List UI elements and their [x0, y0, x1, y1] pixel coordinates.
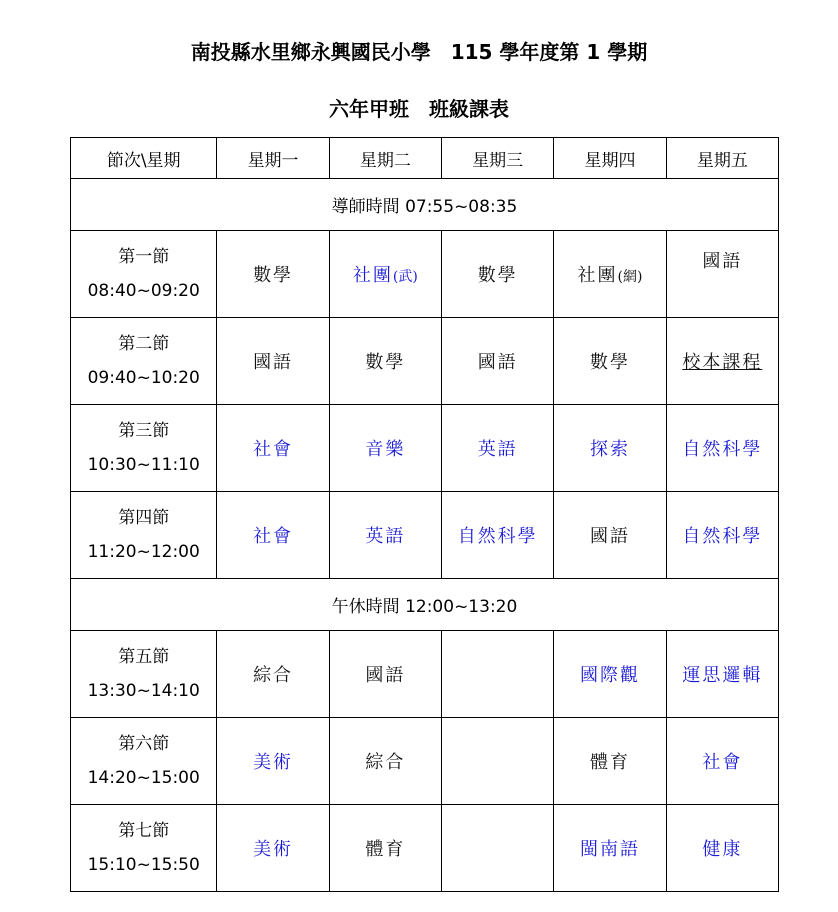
subject-name: 社會 [702, 752, 743, 773]
day-header: 星期一 [217, 138, 329, 179]
period-time: 08:40~09:20 [87, 281, 200, 301]
period-label-cell [71, 318, 217, 405]
subject-name: 自然科學 [682, 526, 763, 547]
subject-cell [666, 405, 778, 492]
subject-name: 數學 [253, 265, 294, 286]
subject-name: 美術 [253, 752, 294, 773]
subject-name: 體育 [590, 752, 630, 773]
period-time: 13:30~14:10 [87, 681, 200, 701]
day-header: 星期四 [554, 138, 666, 179]
subject-name: 社團 [577, 265, 618, 286]
timetable [70, 137, 779, 892]
period-time: 09:40~10:20 [87, 368, 200, 388]
subject-cell [217, 231, 329, 318]
period-name: 第五節 [118, 647, 170, 667]
subject-cell [666, 631, 778, 718]
subject-cell [217, 492, 329, 579]
period-label-cell [71, 631, 217, 718]
subject-suffix: (武) [392, 269, 418, 285]
subject-name: 社會 [253, 439, 294, 460]
subject-cell [442, 805, 554, 892]
homeroom-time: 導師時間 07:55~08:35 [71, 179, 779, 231]
subject-name: 校本課程 [682, 352, 763, 373]
subject-cell [554, 318, 666, 405]
subject-name: 國際觀 [580, 665, 640, 686]
day-header: 星期三 [442, 138, 554, 179]
subject-name: 自然科學 [457, 526, 538, 547]
period-time: 10:30~11:10 [87, 455, 200, 475]
subject-cell [554, 492, 666, 579]
period-label-cell [71, 231, 217, 318]
subject-cell [217, 805, 329, 892]
subject-name: 美術 [253, 839, 294, 860]
subject-name: 英語 [477, 439, 518, 460]
subject-cell [442, 405, 554, 492]
lunch-row [71, 579, 779, 631]
subject-cell [666, 805, 778, 892]
subject-name: 英語 [365, 526, 406, 547]
subject-cell [666, 492, 778, 579]
period-row [71, 718, 779, 805]
period-row [71, 405, 779, 492]
subject-cell [442, 631, 554, 718]
subject-name: 健康 [702, 839, 743, 860]
subject-cell [329, 805, 441, 892]
subject-cell [329, 318, 441, 405]
period-time: 11:20~12:00 [87, 542, 200, 562]
subject-name: 數學 [590, 352, 630, 373]
subject-name: 國語 [365, 665, 406, 686]
period-name: 第三節 [118, 421, 170, 441]
subject-cell [554, 231, 666, 318]
subject-cell [329, 631, 441, 718]
lunch-time: 午休時間 12:00~13:20 [71, 579, 779, 631]
subject-name: 國語 [702, 251, 743, 272]
subject-name: 綜合 [365, 752, 406, 773]
period-row [71, 231, 779, 318]
subject-name: 國語 [590, 526, 630, 547]
subject-name: 國語 [253, 352, 294, 373]
subject-cell [554, 631, 666, 718]
subject-name: 體育 [365, 839, 406, 860]
page-title: 南投縣水里鄉永興國民小學 115 學年度第 1 學期 [190, 40, 648, 64]
subject-cell [442, 318, 554, 405]
period-label-cell [71, 805, 217, 892]
period-time: 14:20~15:00 [87, 768, 200, 788]
subject-cell [217, 405, 329, 492]
period-row [71, 631, 779, 718]
subject-cell [442, 718, 554, 805]
subject-cell [329, 718, 441, 805]
subject-name: 自然科學 [682, 439, 763, 460]
subject-cell [554, 805, 666, 892]
subject-cell [217, 318, 329, 405]
period-name: 第四節 [118, 508, 170, 528]
subject-name: 探索 [590, 439, 630, 460]
period-row [71, 492, 779, 579]
subject-name: 音樂 [365, 439, 406, 460]
corner-cell: 節次\星期 [71, 138, 217, 179]
day-header: 星期二 [329, 138, 441, 179]
subject-cell [329, 405, 441, 492]
period-name: 第六節 [118, 734, 170, 754]
subject-name: 社會 [253, 526, 294, 547]
subject-cell [666, 318, 778, 405]
period-label-cell [71, 405, 217, 492]
subject-name: 閩南語 [580, 839, 640, 860]
period-name: 第七節 [118, 821, 170, 841]
period-name: 第一節 [118, 247, 170, 267]
subject-cell [442, 231, 554, 318]
subject-cell [217, 631, 329, 718]
subject-name: 運思邏輯 [682, 665, 763, 686]
subject-name: 國語 [477, 352, 518, 373]
period-row [71, 318, 779, 405]
subject-name: 社團 [352, 265, 393, 286]
subject-cell [329, 231, 441, 318]
period-label-cell [71, 718, 217, 805]
subject-name: 數學 [477, 265, 518, 286]
subject-cell [666, 718, 778, 805]
subject-name: 綜合 [253, 665, 294, 686]
subject-cell [554, 718, 666, 805]
subject-cell [442, 492, 554, 579]
class-subtitle: 六年甲班 班級課表 [329, 97, 509, 121]
subject-cell [329, 492, 441, 579]
subject-cell [217, 718, 329, 805]
period-label-cell [71, 492, 217, 579]
period-name: 第二節 [118, 334, 170, 354]
subject-cell [554, 405, 666, 492]
period-time: 15:10~15:50 [87, 855, 200, 875]
header-row [71, 138, 779, 179]
homeroom-row [71, 179, 779, 231]
subject-suffix: (網) [617, 269, 643, 285]
subject-cell [666, 231, 778, 318]
day-header: 星期五 [666, 138, 778, 179]
period-row [71, 805, 779, 892]
subject-name: 數學 [365, 352, 406, 373]
